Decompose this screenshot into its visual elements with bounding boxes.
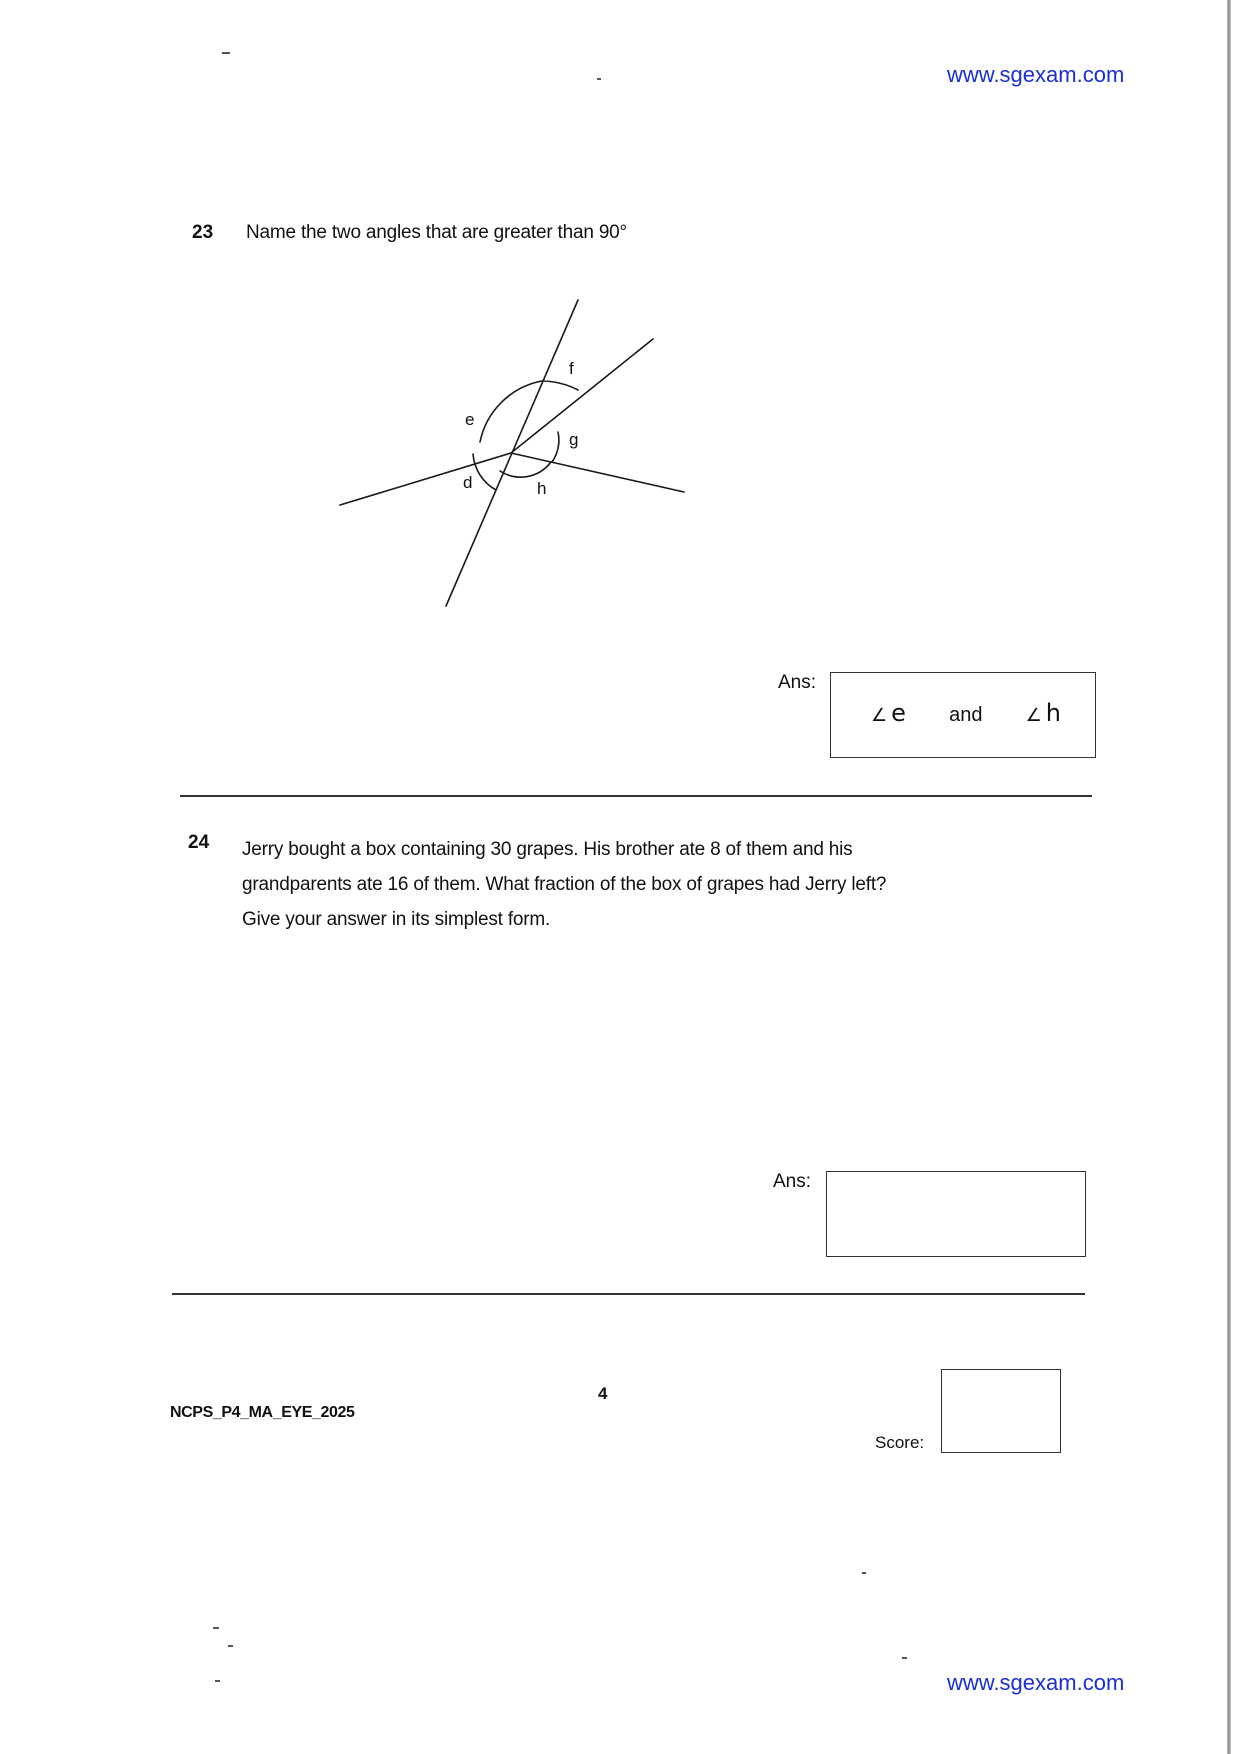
scan-speck	[862, 1572, 866, 1574]
question-23-answer-label: Ans:	[778, 672, 817, 693]
question-24-line-2: grandparents ate 16 of them. What fraction of the box of grapes had Jerry left?	[242, 874, 887, 895]
arc-g	[552, 432, 559, 462]
paper-code: NCPS_P4_MA_EYE_2025	[170, 1404, 355, 1421]
page-edge	[1227, 0, 1231, 1754]
answer-second-angle: h	[1045, 699, 1061, 727]
question-24-text	[242, 832, 886, 937]
question-23-answer-content	[871, 699, 1061, 727]
label-g: g	[569, 430, 579, 449]
scan-speck	[597, 78, 601, 80]
label-d: d	[463, 473, 473, 492]
scan-speck	[228, 1645, 233, 1647]
score-box[interactable]	[941, 1369, 1061, 1453]
angle-symbol-icon: ∠	[871, 705, 888, 726]
scan-speck	[215, 1680, 220, 1682]
label-f: f	[569, 359, 574, 378]
angles-diagram	[330, 290, 700, 620]
scan-speck	[222, 52, 230, 54]
question-24-line-1: Jerry bought a box containing 30 grapes. His brother ate 8 of them and his	[242, 839, 853, 860]
watermark-top[interactable]: www.sgexam.com	[947, 62, 1125, 87]
label-h: h	[537, 479, 547, 498]
question-23-text: Name the two angles that are greater than 90°	[246, 222, 627, 243]
answer-angle-h	[1026, 699, 1061, 727]
diagram-line-upper-right	[511, 339, 653, 453]
question-24-line-3: Give your answer in its simplest form.	[242, 909, 551, 930]
angle-symbol-icon: ∠	[1025, 705, 1042, 726]
question-23-number: 23	[192, 222, 214, 243]
question-24-number: 24	[188, 832, 210, 853]
page-number: 4	[598, 1384, 608, 1403]
divider-line	[180, 795, 1092, 797]
answer-joiner: and	[949, 704, 983, 726]
watermark-bottom[interactable]: www.sgexam.com	[947, 1670, 1125, 1695]
question-23-answer-box[interactable]	[830, 672, 1096, 758]
arc-f	[542, 381, 578, 390]
arc-e	[480, 381, 542, 442]
answer-angle-e	[871, 699, 906, 727]
question-24-answer-box[interactable]	[826, 1171, 1086, 1257]
label-e: e	[465, 410, 475, 429]
scan-speck	[213, 1627, 219, 1629]
diagram-line-left	[340, 453, 511, 505]
answer-first-angle: e	[891, 699, 906, 727]
scan-speck	[902, 1657, 907, 1659]
question-24-answer-label: Ans:	[773, 1171, 812, 1192]
divider-line	[172, 1293, 1085, 1295]
score-label: Score:	[875, 1433, 925, 1452]
